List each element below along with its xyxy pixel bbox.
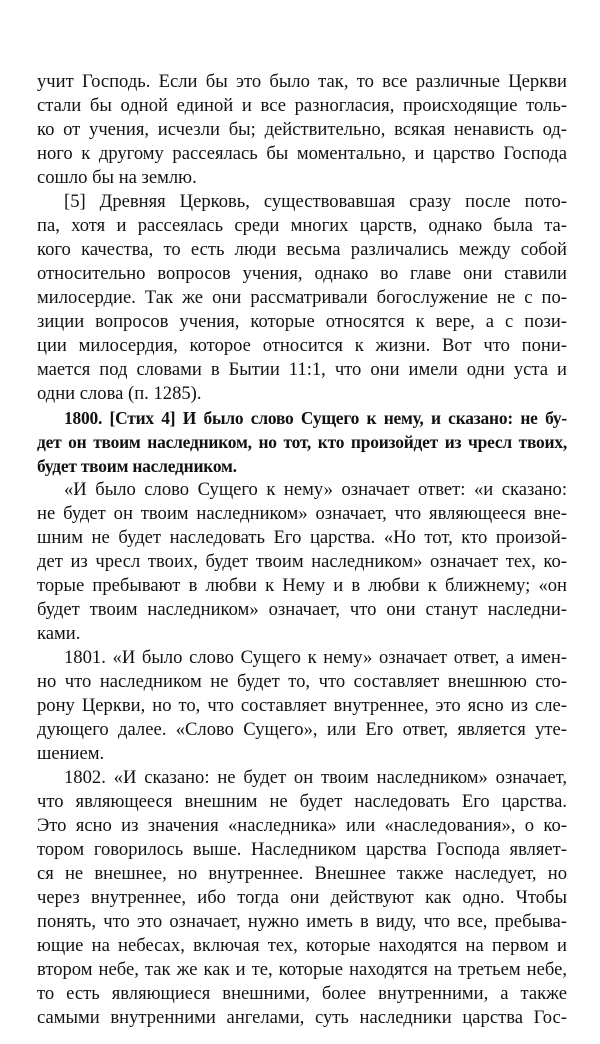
text-line: то есть являющиеся внешними, более внутренними, а также bbox=[37, 983, 567, 1004]
text-line: дующего далее. «Слово Сущего», или Его ответ, является уте- bbox=[37, 719, 567, 740]
text-line: относительно вопросов учения, однако во главе они ставили bbox=[37, 263, 567, 284]
text-line: но что наследником не будет то, что составляет внешнюю сто- bbox=[37, 671, 567, 692]
text-line: мается под словами в Бытии 11:1, что они имели одни уста и bbox=[37, 359, 567, 380]
verse-heading-line: дет он твоим наследником, но тот, кто произойдет из чресл твоих, bbox=[37, 432, 567, 452]
text-line: рону Церкви, но то, что составляет внутреннее, это ясно из сле- bbox=[37, 695, 567, 716]
text-line: Это ясно из значения «наследника» или «наследования», о ко- bbox=[37, 815, 567, 836]
text-line: будет твоим наследником» означает, что они станут наследни- bbox=[37, 599, 567, 620]
text-line: ко от учения, исчезли бы; действительно, всякая ненависть од- bbox=[37, 119, 567, 140]
text-line: па, хотя и рассеялась среди многих царств, однако была та- bbox=[37, 215, 567, 236]
text-line: шением. bbox=[37, 743, 105, 764]
text-line: 1801. «И было слово Сущего к нему» означает ответ, а имен- bbox=[64, 647, 567, 668]
text-line: кого качества, то есть люди весьма различались между собой bbox=[37, 239, 567, 260]
text-line: стали бы одной единой и все разногласия, происходящие толь- bbox=[37, 95, 567, 116]
text-line: понять, что это означает, нужно иметь в виду, что все, пребыва- bbox=[37, 911, 567, 932]
text-line: тором говорилось выше. Наследником царства Господа являет- bbox=[37, 839, 567, 860]
text-line: [5] Древняя Церковь, существовавшая сразу после пото- bbox=[64, 191, 567, 212]
text-line: ции милосердия, которое относится к жизни. Вот что пони- bbox=[37, 335, 567, 356]
text-line: не будет он твоим наследником» означает, что являющееся вне- bbox=[37, 503, 567, 524]
verse-heading-line: 1800. [Стих 4] И было слово Сущего к нему, и сказано: не бу- bbox=[64, 408, 567, 428]
verse-heading-line: будет твоим наследником. bbox=[37, 456, 237, 476]
text-line: торые пребывают в любви к Нему и в любви к ближнему; «он bbox=[37, 575, 567, 596]
text-line: «И было слово Сущего к нему» означает ответ: «и сказано: bbox=[64, 479, 567, 500]
text-line: шним не будет наследовать Его царства. «Но тот, кто произой- bbox=[37, 527, 567, 548]
text-line: дет из чресл твоих, будет твоим наследником» означает тех, ко- bbox=[37, 551, 567, 572]
text-line: через внутреннее, ибо тогда они действуют как одно. Чтобы bbox=[37, 887, 567, 908]
text-line: втором небе, так же как и те, которые находятся на третьем небе, bbox=[37, 959, 567, 980]
text-line: самыми внутренними ангелами, суть наследники царства Гос- bbox=[37, 1007, 567, 1028]
text-line: одни слова (п. 1285). bbox=[37, 383, 202, 404]
text-line: зиции вопросов учения, которые относятся к вере, а с пози- bbox=[37, 311, 567, 332]
text-line: ся не внешнее, но внутреннее. Внешнее также наследует, но bbox=[37, 863, 567, 884]
text-line: ного к другому рассеялась бы моментально, и царство Господа bbox=[37, 143, 567, 164]
text-line: милосердие. Так же они рассматривали богослужение не с по- bbox=[37, 287, 567, 308]
text-line: ющие на небесах, включая тех, которые находятся на первом и bbox=[37, 935, 567, 956]
text-line: ками. bbox=[37, 623, 81, 644]
text-line: сошло бы на землю. bbox=[37, 167, 197, 188]
text-line: 1802. «И сказано: не будет он твоим наследником» означает, bbox=[64, 767, 567, 788]
text-line: учит Господь. Если бы это было так, то все различные Церкви bbox=[37, 71, 567, 92]
text-line: что являющееся внешним не будет наследовать Его царства. bbox=[37, 791, 567, 812]
